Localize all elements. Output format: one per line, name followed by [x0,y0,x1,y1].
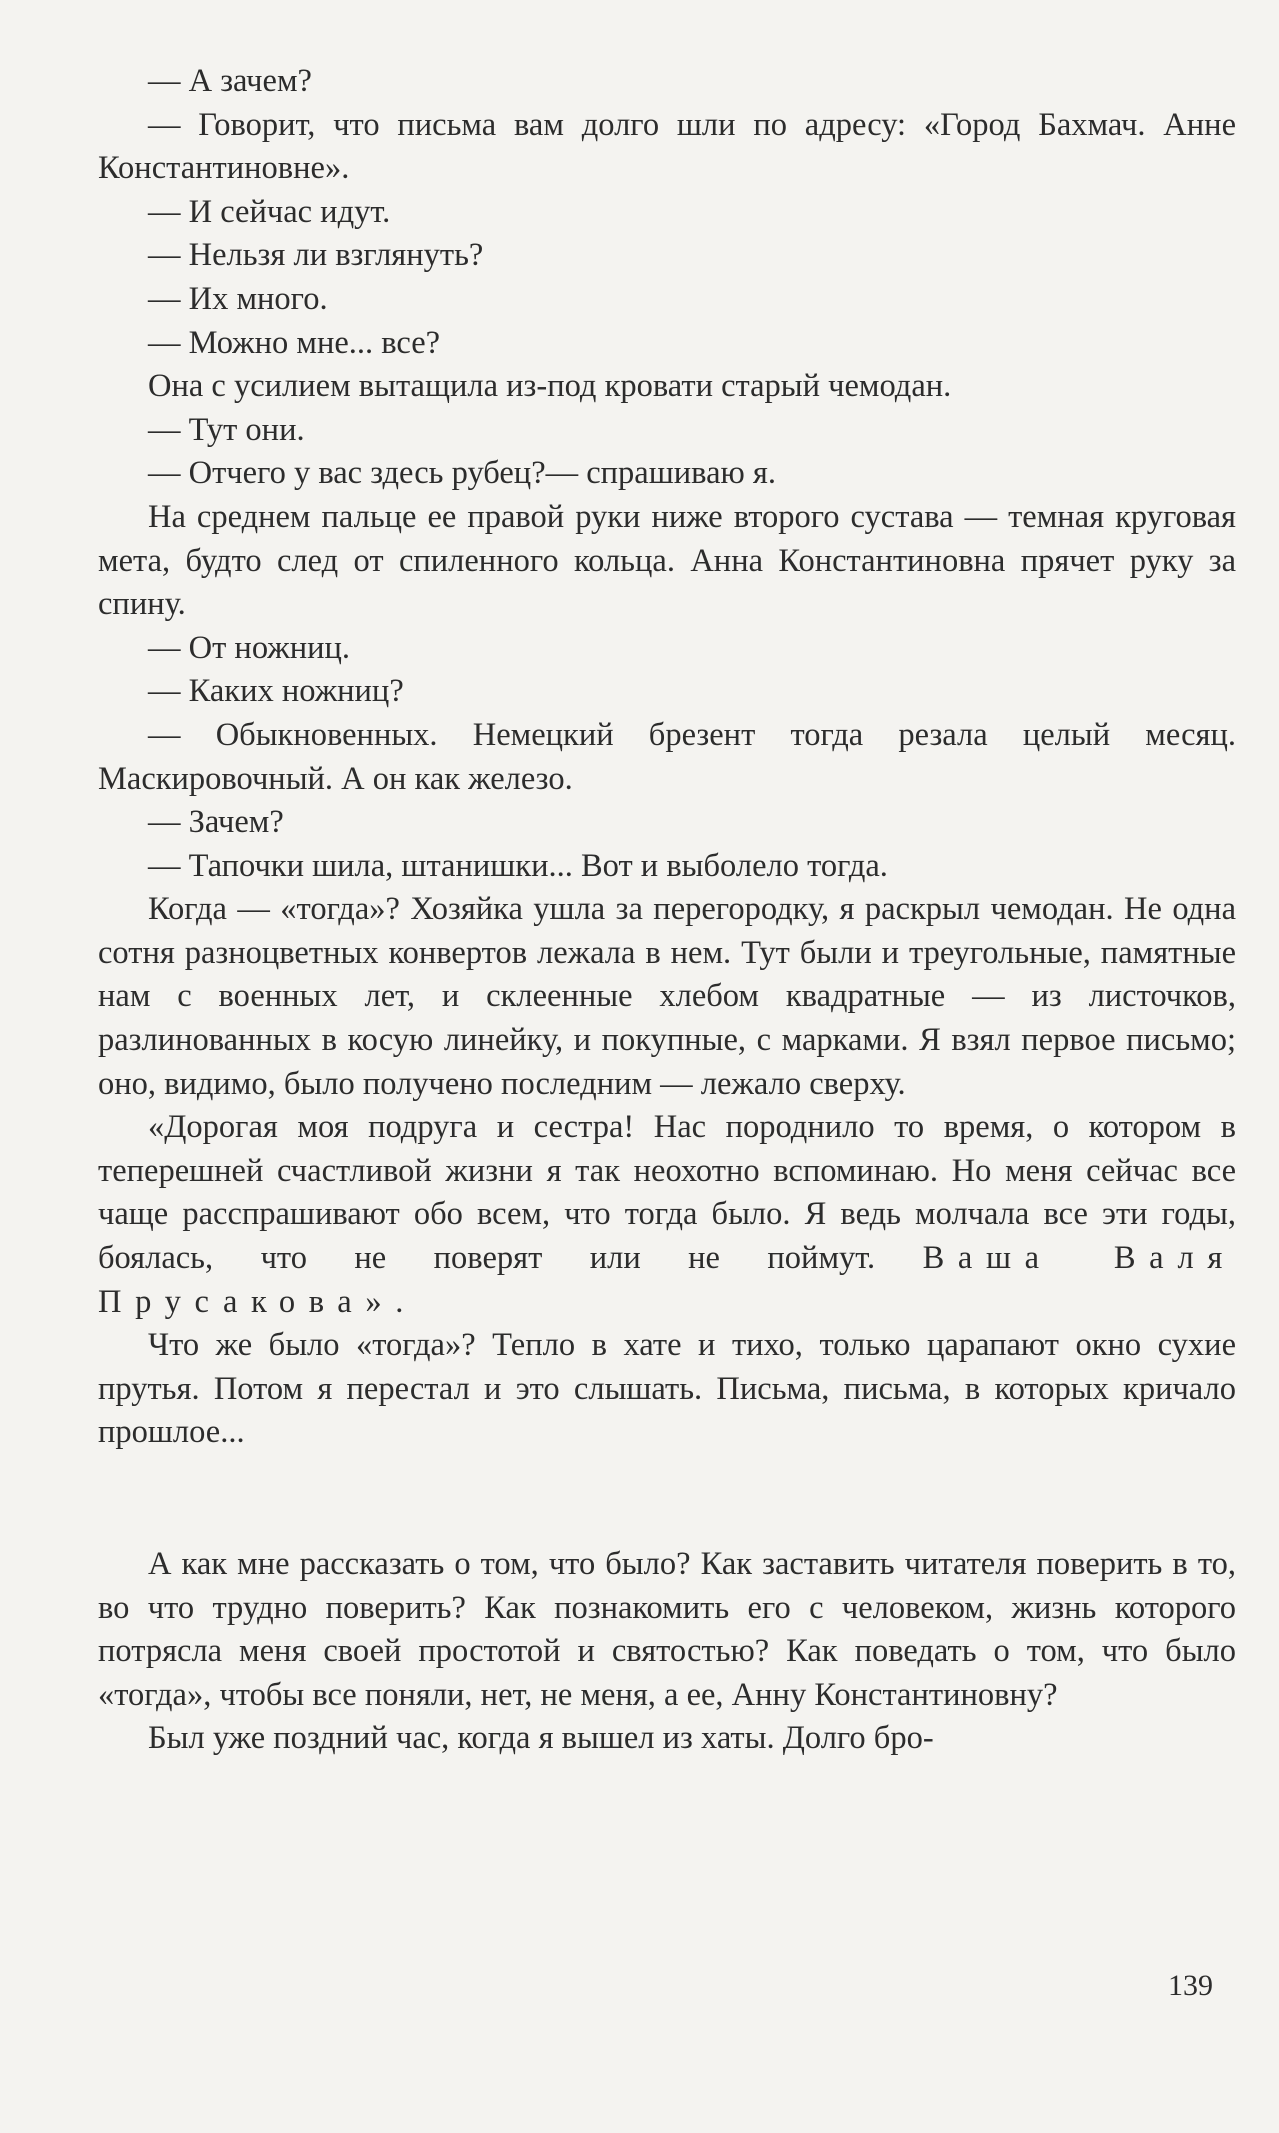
letter-paragraph [98,1106,1236,1324]
dialogue-line: — Говорит, что письма вам долго шли по адресу: «Город Бахмач. Анне Константиновне». [98,106,1236,187]
dialogue-line: — Их много. [148,280,328,317]
narrative-paragraph: Что же было «тогда»? Тепло в хате и тихо, только царапают окно сухие прутья. Потом я перестал и это слышать. Письма, письма, в которых кричало прошлое... [98,1327,1236,1451]
dialogue-line: — Обыкновенных. Немецкий брезент тогда резала целый месяц. Маскировочный. А он как железо. [98,716,1236,797]
dialogue-line: — Отчего у вас здесь рубец?— спрашиваю я. [148,455,776,492]
letter-text: «Дорогая моя подруга и сестра! Нас породнило то время, о котором в теперешней счастливой жизни я так неохотно вспоминаю. Но меня сейчас все чаще расспрашивают обо всем, что тогда было. Я ведь молчала все эти годы, боялась, что не поверят или не поймут. [98,1109,1236,1277]
dialogue-line: — И сейчас идут. [148,193,391,230]
dialogue-line: — От ножниц. [148,629,351,666]
dialogue-line: — Можно мне... все? [148,324,441,361]
narrative-paragraph: Она с усилием вытащила из-под кровати старый чемодан. [148,368,952,405]
dialogue-line: — Зачем? [148,804,284,841]
dialogue-line: — А зачем? [148,63,312,99]
dialogue-line: — Каких ножниц? [148,673,404,710]
page-text [98,60,1236,1761]
narrative-paragraph: На среднем пальце ее правой руки ниже второго сустава — темная круговая мета, будто след от спиленного кольца. Анна Константиновна прячет руку за спину. [98,498,1236,623]
narrative-paragraph: А как мне рассказать о том, что было? Как заставить читателя поверить в то, во что трудно поверить? Как познакомить его с человеком, жизнь которого потрясла меня своей простотой и святостью? Как поведать о том, что было «тогда», чтобы все поняли, нет, не меня, а ее, Анну Константиновну? [98,1546,1236,1713]
letter-signature: Ваша Валя Прусакова». [98,1240,1237,1320]
dialogue-line: — Тут они. [148,411,305,448]
narrative-paragraph: Когда — «тогда»? Хозяйка ушла за перегородку, я раскрыл чемодан. Не одна сотня разноцветных конвертов лежала в нем. Тут были и треугольные, памятные нам с военных лет, и склеенные хлебом квадратные — из листочков, разлинованных в косую линейку, и покупные, с марками. Я взял первое письмо; оно, видимо, было получено последним — лежало сверху. [98,891,1236,1102]
page-number: 139 [1168,1969,1213,2002]
dialogue-line: — Тапочки шила, штанишки... Вот и выболело тогда. [148,847,888,884]
narrative-paragraph: Был уже поздний час, когда я вышел из хаты. Долго бро- [148,1720,934,1757]
section-break [98,1455,1236,1543]
dialogue-line: — Нельзя ли взглянуть? [148,237,484,274]
